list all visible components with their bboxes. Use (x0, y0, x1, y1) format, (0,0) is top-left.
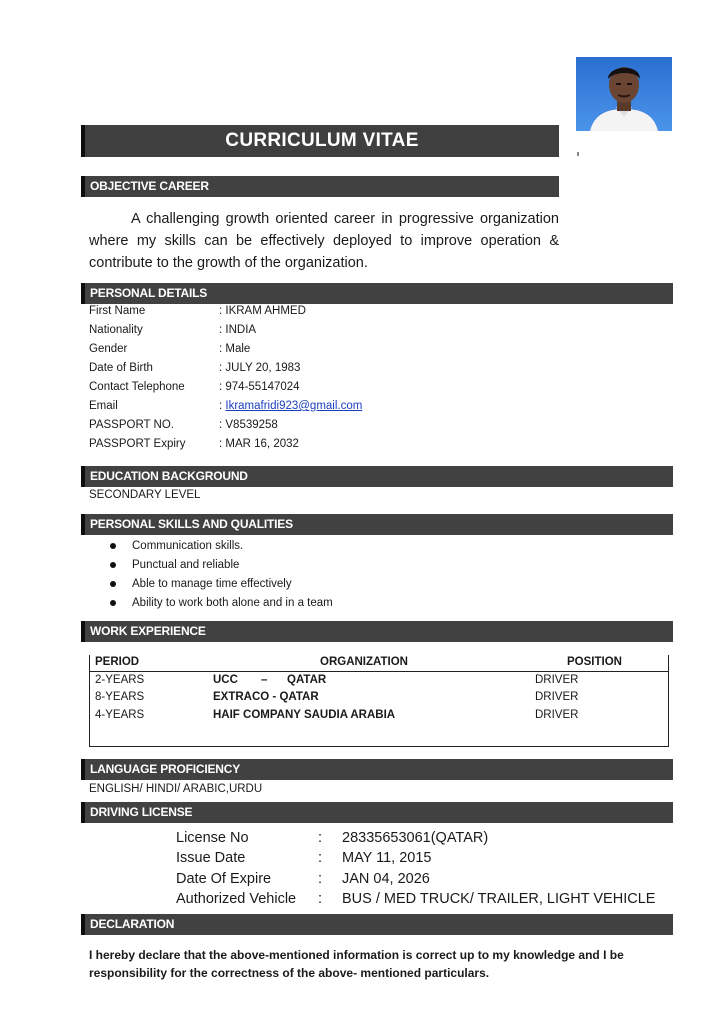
work-position: DRIVER (535, 691, 579, 703)
section-education-header: EDUCATION BACKGROUND (81, 466, 673, 487)
education-text: SECONDARY LEVEL (89, 489, 201, 501)
license-row (176, 891, 655, 911)
photo-mark (577, 152, 579, 156)
license-colon: : (318, 891, 323, 907)
personal-row (89, 343, 250, 362)
personal-value: : 974-55147024 (219, 381, 300, 393)
work-org: EXTRACO - QATAR (213, 691, 319, 703)
personal-row (89, 400, 362, 419)
personal-row (89, 362, 300, 381)
personal-label: First Name (89, 305, 146, 317)
work-position: DRIVER (535, 674, 579, 686)
document-title: CURRICULUM VITAE (225, 130, 419, 151)
email-colon: : (219, 400, 226, 412)
skill-text: Communication skills. (132, 539, 244, 552)
personal-value (219, 400, 362, 419)
license-row (176, 871, 430, 891)
section-driving-header: DRIVING LICENSE (81, 802, 673, 823)
personal-label: Contact Telephone (89, 381, 185, 393)
work-table-header (89, 655, 669, 672)
skill-text: Ability to work both alone and in a team (132, 596, 333, 609)
objective-text (89, 208, 559, 274)
license-value: JAN 04, 2026 (342, 871, 430, 887)
declaration-text: I hereby declare that the above-mentioned information is correct up to my knowledge and I be responsibility for the correctness of the above- mentioned particulars. (89, 948, 624, 980)
license-row (176, 850, 431, 870)
license-label: Issue Date (176, 850, 246, 866)
work-row (89, 674, 669, 692)
work-period: 2-YEARS (95, 674, 145, 686)
work-org-separator: – (261, 674, 268, 686)
objective-paragraph: A challenging growth oriented career in progressive organization where my skills can be effectively deployed to improve operation & contribute to the growth of the organization. (89, 211, 559, 271)
bullet-icon (110, 543, 116, 549)
personal-label: Date of Birth (89, 362, 153, 374)
skill-text: Punctual and reliable (132, 558, 240, 571)
personal-label: Email (89, 400, 118, 412)
section-personal-header: PERSONAL DETAILS (81, 283, 673, 304)
personal-label: PASSPORT NO. (89, 419, 174, 431)
personal-value: : IKRAM AHMED (219, 305, 306, 317)
personal-label: Gender (89, 343, 128, 355)
license-label: Authorized Vehicle (176, 891, 297, 907)
license-row (176, 830, 488, 850)
language-text: ENGLISH/ HINDI/ ARABIC,URDU (89, 783, 263, 795)
license-label: Date Of Expire (176, 871, 272, 887)
skill-text: Able to manage time effectively (132, 577, 292, 590)
personal-label: PASSPORT Expiry (89, 438, 186, 450)
skill-item (110, 555, 333, 574)
email-link[interactable]: Ikramafridi923@gmail.com (225, 400, 363, 412)
column-period: PERIOD (95, 656, 140, 668)
section-objective-header: OBJECTIVE CAREER (81, 176, 559, 197)
skills-list (110, 536, 333, 612)
bullet-icon (110, 581, 116, 587)
personal-value: : Male (219, 343, 251, 355)
license-colon: : (318, 830, 323, 846)
section-skills-header: PERSONAL SKILLS AND QUALITIES (81, 514, 673, 535)
license-value: BUS / MED TRUCK/ TRAILER, LIGHT VEHICLE (342, 891, 656, 907)
work-org: HAIF COMPANY SAUDIA ARABIA (213, 709, 396, 721)
personal-row (89, 324, 256, 343)
personal-value: : V8539258 (219, 419, 278, 431)
bullet-icon (110, 600, 116, 606)
personal-label: Nationality (89, 324, 143, 336)
license-colon: : (318, 871, 323, 887)
personal-value: : INDIA (219, 324, 257, 336)
personal-row (89, 305, 306, 324)
work-position: DRIVER (535, 709, 579, 721)
personal-value: : MAR 16, 2032 (219, 438, 299, 450)
section-work-header: WORK EXPERIENCE (81, 621, 673, 642)
skill-item (110, 593, 333, 612)
document-title-bar (81, 125, 559, 157)
personal-row (89, 438, 299, 457)
work-org: UCC (213, 674, 238, 686)
license-label: License No (176, 830, 249, 846)
license-colon: : (318, 850, 323, 866)
section-declaration-header: DECLARATION (81, 914, 673, 935)
column-organization: ORGANIZATION (320, 656, 408, 668)
work-period: 8-YEARS (95, 691, 145, 703)
skill-item (110, 536, 333, 555)
personal-row (89, 381, 300, 400)
work-row (89, 691, 669, 709)
license-value: MAY 11, 2015 (342, 850, 432, 866)
license-value: 28335653061(QATAR) (342, 830, 489, 846)
section-language-header: LANGUAGE PROFICIENCY (81, 759, 673, 780)
personal-row (89, 419, 278, 438)
work-period: 4-YEARS (95, 709, 145, 721)
skill-item (110, 574, 333, 593)
bullet-icon (110, 562, 116, 568)
work-row (89, 709, 669, 727)
profile-photo (576, 57, 672, 131)
column-position: POSITION (567, 656, 622, 668)
work-org-country: QATAR (287, 674, 327, 686)
personal-value: : JULY 20, 1983 (219, 362, 301, 374)
